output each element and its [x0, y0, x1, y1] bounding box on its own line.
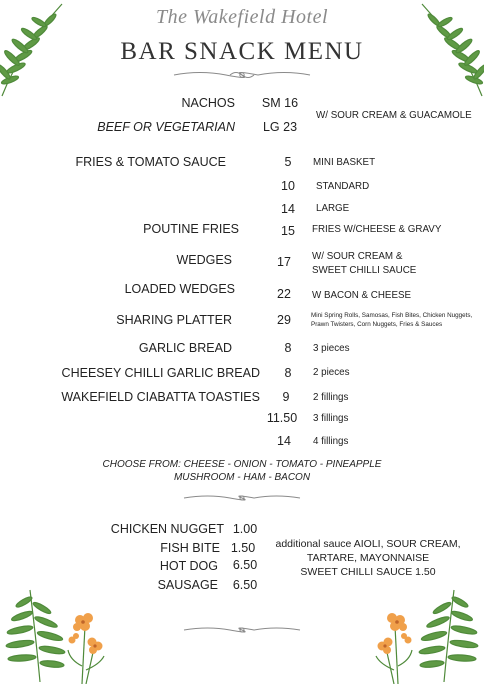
additional-line-1: additional sauce AIOLI, SOUR CREAM,	[275, 538, 461, 550]
item-desc-toasties-2: 2 fillings	[313, 392, 349, 403]
platter-desc-line-1: Mini Spring Rolls, Samosas, Fish Bites, Chicken Nuggets,	[311, 312, 473, 319]
side-price-sausage: 6.50	[232, 578, 258, 592]
page-title: BAR SNACK MENU	[120, 38, 364, 65]
additional-line-3: SWEET CHILLI SAUCE 1.50	[300, 566, 436, 578]
item-desc-loaded-wedges: W BACON & CHEESE	[312, 290, 412, 301]
item-desc-wedges-1: W/ SOUR CREAM &	[312, 251, 403, 262]
item-name-nachos: NACHOS	[181, 96, 235, 110]
fillings-line-2: MUSHROOM - HAM - BACON	[173, 472, 311, 483]
fillings-line-1: CHOOSE FROM: CHEESE - ONION - TOMATO - PINEAPPLE	[102, 459, 382, 470]
item-price-fries-mini: 5	[284, 155, 292, 169]
flourish-divider-icon	[170, 68, 314, 82]
item-desc-nachos: W/ SOUR CREAM & GUACAMOLE	[316, 110, 472, 121]
item-price-toasties-4: 14	[277, 434, 291, 448]
flourish-divider-middle-icon	[180, 492, 304, 504]
side-name-fish-bite: FISH BITE	[160, 541, 220, 555]
item-price-sharing-platter: 29	[277, 313, 291, 327]
toastie-fillings	[0, 458, 484, 484]
side-price-hot-dog: 6.50	[232, 558, 258, 572]
flower-bottom-left-icon	[60, 606, 110, 684]
item-name-sharing-platter: SHARING PLATTER	[116, 313, 232, 327]
item-price-nachos-lg: LG 23	[262, 120, 298, 134]
item-desc-fries-large: LARGE	[316, 203, 350, 214]
additional-sauce	[270, 537, 466, 579]
hotel-name: The Wakefield Hotel	[155, 6, 329, 28]
item-name-poutine: POUTINE FRIES	[143, 222, 239, 236]
item-name-loaded-wedges: LOADED WEDGES	[124, 282, 235, 296]
item-desc-cheesey-garlic-bread: 2 pieces	[313, 367, 350, 378]
item-price-fries-large: 14	[281, 202, 295, 216]
item-price-loaded-wedges: 22	[277, 287, 291, 301]
flourish-divider-bottom-icon	[180, 624, 304, 636]
item-price-wedges: 17	[277, 255, 291, 269]
item-price-fries-standard: 10	[281, 179, 295, 193]
item-name-toasties: WAKEFIELD CIABATTA TOASTIES	[61, 390, 260, 404]
platter-desc-line-2: Prawn Twisters, Corn Nuggets, Fries & Sauces	[311, 320, 443, 328]
item-desc-wedges-2: SWEET CHILLI SAUCE	[312, 265, 417, 276]
item-name-cheesey-garlic-bread: CHEESEY CHILLI GARLIC BREAD	[61, 366, 260, 380]
fern-bottom-right-icon	[414, 588, 484, 684]
item-name-wedges: WEDGES	[176, 253, 232, 267]
item-desc-toasties-3: 3 fillings	[313, 413, 349, 424]
item-desc-toasties-4: 4 fillings	[313, 436, 349, 447]
item-name-garlic-bread: GARLIC BREAD	[138, 341, 232, 355]
side-price-chicken-nugget: 1.00	[232, 522, 258, 536]
item-desc-sharing-platter	[311, 312, 481, 329]
side-price-fish-bite: 1.50	[230, 541, 256, 555]
flower-bottom-right-icon	[370, 606, 420, 684]
side-name-chicken-nugget: CHICKEN NUGGET	[110, 522, 224, 536]
item-price-toasties-2: 9	[282, 390, 290, 404]
item-price-toasties-3: 11.50	[266, 411, 298, 425]
item-price-poutine: 15	[281, 224, 295, 238]
item-desc-fries-mini: MINI BASKET	[313, 157, 376, 168]
item-desc-garlic-bread: 3 pieces	[313, 343, 350, 354]
side-name-hot-dog: HOT DOG	[159, 559, 218, 573]
item-name-fries: FRIES & TOMATO SAUCE	[75, 155, 226, 169]
side-name-sausage: SAUSAGE	[157, 578, 218, 592]
item-price-nachos-sm: SM 16	[261, 96, 299, 110]
additional-line-2: TARTARE, MAYONNAISE	[306, 552, 430, 564]
item-price-garlic-bread: 8	[284, 341, 292, 355]
item-desc-fries-standard: STANDARD	[316, 181, 370, 192]
item-desc-poutine: FRIES W/CHEESE & GRAVY	[312, 224, 442, 235]
item-price-cheesey-garlic-bread: 8	[284, 366, 292, 380]
item-option-nachos: BEEF OR VEGETARIAN	[97, 120, 235, 134]
